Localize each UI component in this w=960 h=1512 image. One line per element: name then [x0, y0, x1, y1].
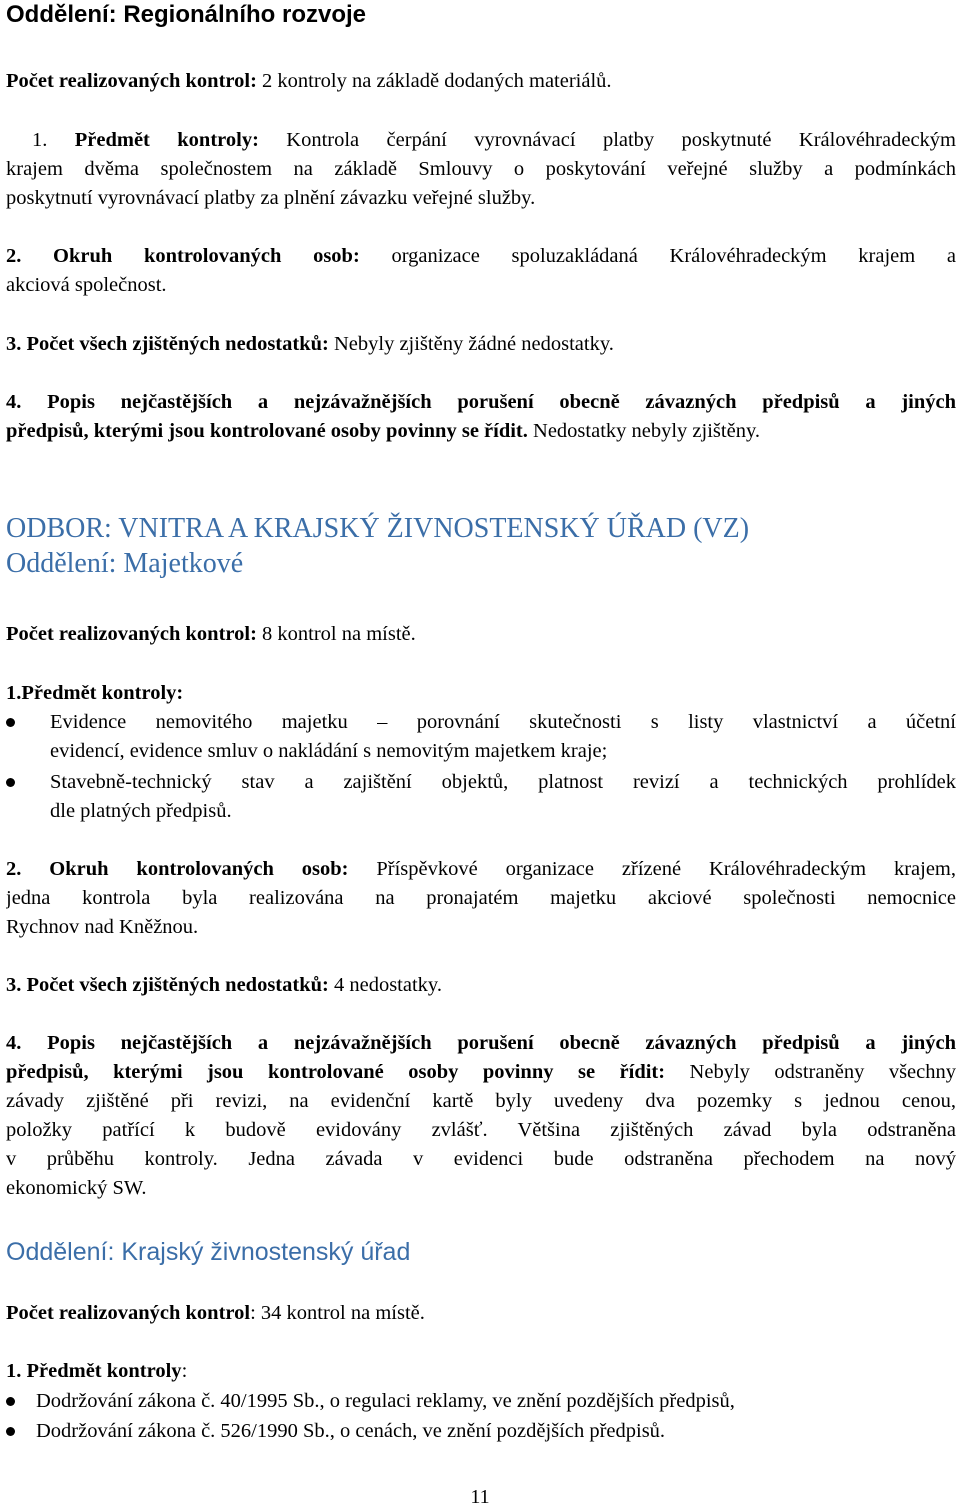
bullet-text: evidencí, evidence smluv o nakládání s nemovitým majetkem kraje; [50, 740, 608, 762]
count-value: 8 kontrol na místě. [256, 623, 416, 645]
subject-label: 1.Předmět kontroly: [6, 682, 184, 704]
count-paragraph [6, 1299, 425, 1328]
description-paragraph-line: 4. Popis nejčastějších a nejzávažnějších porušení obecně závazných předpisů a jiných [6, 391, 956, 413]
law-description: , o cenách, ve znění pozdějších předpisů. [329, 1420, 666, 1442]
persons-label: 2. Okruh kontrolovaných osob: [6, 245, 360, 267]
persons-paragraph-line [6, 242, 956, 271]
description-value: Nebyly odstraněny všechny [665, 1061, 956, 1083]
deficiencies-value: Nebyly zjištěny žádné nedostatky. [328, 333, 614, 355]
description-label: předpisů, kterými jsou kontrolované osoby povinny se řídit. [6, 420, 528, 442]
deficiencies-value: 4 nedostatky. [328, 974, 442, 996]
deficiencies-label: 3. Počet všech zjištěných nedostatků: [6, 333, 329, 355]
count-label: Počet realizovaných kontrol [6, 1302, 251, 1324]
persons-text: organizace spoluzakládaná Královéhradeckým krajem a [359, 245, 956, 267]
description-paragraph-line: v průběhu kontroly. Jedna závada v evidenci bude odstraněna přechodem na nový [6, 1148, 956, 1170]
section-heading-regionalni-rozvoj: Oddělení: Regionálního rozvoje [6, 1, 367, 28]
bullet-icon [6, 718, 15, 727]
subject-paragraph-line [6, 126, 956, 155]
section-heading-majetkove: Oddělení: Majetkové [6, 548, 244, 579]
bullet-text: Evidence nemovitého majetku – porovnání skutečnosti s listy vlastnictví a účetní [50, 711, 956, 733]
subject-label: Předmět kontroly: [74, 129, 259, 151]
bullet-text: dle platných předpisů. [50, 800, 232, 822]
page-number: 11 [470, 1486, 490, 1508]
bullet-text: Stavebně-technický stav a zajištění objektů, platnost revizí a technických prohlídek [50, 771, 956, 793]
odbor-heading: ODBOR: VNITRA A KRAJSKÝ ŽIVNOSTENSKÝ ÚŘAD (VZ) [6, 513, 750, 544]
description-paragraph-line [6, 417, 760, 446]
bullet-icon [6, 778, 15, 787]
subject-text: Kontrola čerpání vyrovnávací platby poskytnuté Královéhradeckým [258, 129, 956, 151]
law-reference: Dodržování zákona č. 526/1990 Sb. [36, 1420, 330, 1442]
persons-label: 2. Okruh kontrolovaných osob: [6, 858, 349, 880]
bullet-text [36, 1417, 665, 1446]
subject-colon: : [181, 1360, 188, 1382]
persons-paragraph-line: jedna kontrola byla realizována na pronajatém majetku akciové společnosti nemocnice [6, 887, 956, 909]
deficiencies-label: 3. Počet všech zjištěných nedostatků: [6, 974, 329, 996]
count-paragraph [6, 620, 416, 649]
count-value: 2 kontroly na základě dodaných materiálů. [256, 70, 612, 92]
law-description: , o regulaci reklamy, ve znění pozdějších předpisů, [319, 1390, 735, 1412]
deficiencies-paragraph [6, 330, 614, 359]
subject-paragraph-line: krajem dvěma společnostem na základě Smlouvy o poskytování veřejné služby a podmínkách [6, 158, 956, 180]
persons-paragraph-line [6, 855, 956, 884]
bullet-icon [6, 1397, 15, 1406]
description-paragraph-line [6, 1058, 956, 1087]
subject-label: 1. Předmět kontroly [6, 1360, 182, 1382]
description-paragraph-line: ekonomický SW. [6, 1177, 147, 1199]
section-heading-zivnostensky-urad: Oddělení: Krajský živnostenský úřad [6, 1238, 411, 1266]
subject-paragraph [6, 1357, 187, 1386]
deficiencies-paragraph [6, 971, 442, 1000]
persons-text: Příspěvkové organizace zřízené Královéhradeckým krajem, [348, 858, 956, 880]
count-value: : 34 kontrol na místě. [250, 1302, 425, 1324]
count-label: Počet realizovaných kontrol: [6, 623, 257, 645]
subject-paragraph-line: poskytnutí vyrovnávací platby za plnění závazku veřejné služby. [6, 187, 536, 209]
persons-paragraph-line: Rychnov nad Kněžnou. [6, 916, 199, 938]
description-paragraph-line: 4. Popis nejčastějších a nejzávažnějších porušení obecně závazných předpisů a jiných [6, 1032, 956, 1054]
description-paragraph-line: závady zjištěné při revizi, na evidenční kartě byly uvedeny dva pozemky s jednou cenou, [6, 1090, 956, 1112]
description-value: Nedostatky nebyly zjištěny. [527, 420, 760, 442]
bullet-text [36, 1387, 735, 1416]
bullet-icon [6, 1427, 15, 1436]
persons-paragraph-line: akciová společnost. [6, 274, 167, 296]
count-label: Počet realizovaných kontrol: [6, 70, 257, 92]
description-label: předpisů, kterými jsou kontrolované osoby povinny se řídit: [6, 1061, 666, 1083]
law-reference: Dodržování zákona č. 40/1995 Sb. [36, 1390, 320, 1412]
item-number: 1. [32, 129, 48, 151]
count-paragraph [6, 67, 612, 96]
description-paragraph-line: položky patřící k budově evidovány zvlášť. Většina zjištěných závad byla odstraněna [6, 1119, 956, 1141]
